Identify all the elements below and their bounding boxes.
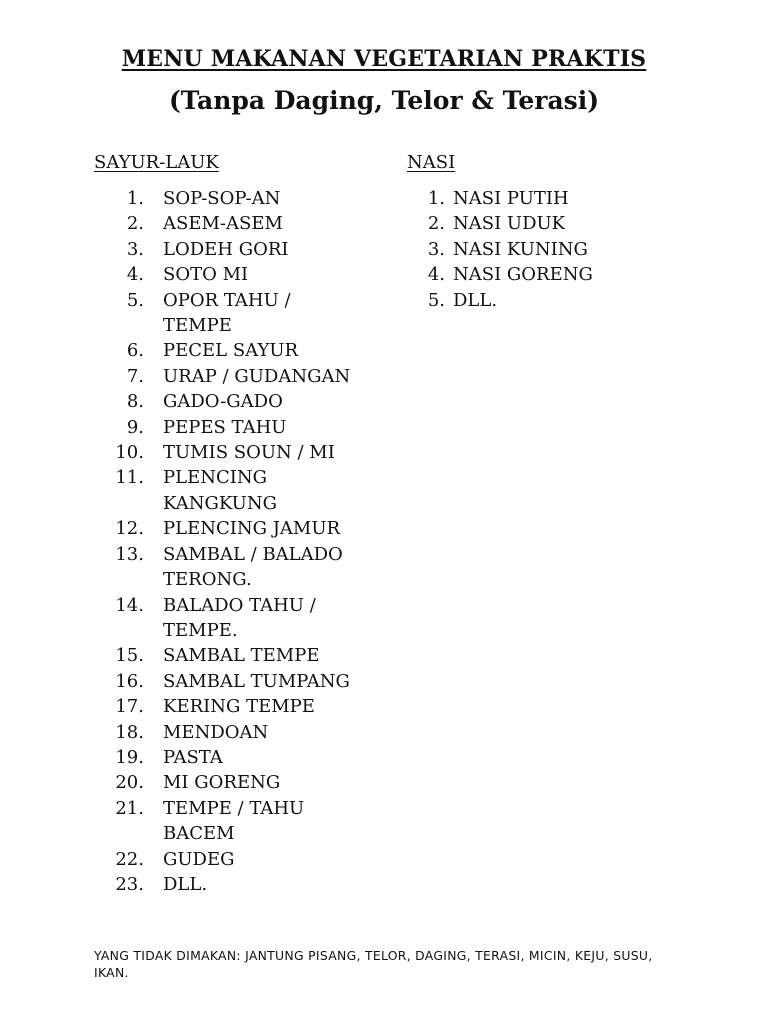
list-item [407,211,707,236]
page-title: MENU MAKANAN VEGETARIAN PRAKTIS [121,46,647,72]
list-item [94,770,384,795]
list-item [94,237,384,262]
item-text: SOTO MI [163,264,249,286]
item-number: 12. [115,518,144,540]
item-number: 15. [115,645,144,667]
item-text: PLENCING KANGKUNG [163,467,277,514]
item-number: 14. [115,594,144,616]
item-text: OPOR TAHU / TEMPE [163,289,291,337]
item-number: 4. [427,264,445,286]
item-number: 17. [115,696,144,718]
item-text: MENDOAN [163,721,269,743]
item-text: TUMIS SOUN / MI [163,442,335,464]
nasi-heading: NASI [407,152,456,173]
item-text: DLL. [163,873,208,895]
item-text: PECEL SAYUR [163,340,299,362]
list-item [94,796,384,847]
item-number: 10. [115,442,144,464]
item-number: 19. [115,746,144,768]
item-text: SAMBAL TUMPANG [163,670,350,692]
item-number: 6. [126,340,144,362]
list-item [94,389,384,414]
list-item [94,338,384,363]
item-number: 5. [427,289,445,311]
item-number: 4. [126,264,144,286]
item-text: GUDEG [163,848,235,870]
item-text: NASI KUNING [453,238,588,260]
item-number: 2. [126,213,144,235]
item-text: NASI PUTIH [453,188,569,209]
list-item [94,465,384,516]
item-text: KERING TEMPE [163,696,315,718]
item-text: SAMBAL / BALADO TERONG. [163,543,343,591]
list-item [94,872,384,897]
list-item [407,186,707,211]
item-text: GADO-GADO [163,391,283,413]
sayur-lauk-list [94,186,384,897]
list-item [94,542,384,593]
item-text: SAMBAL TEMPE [163,645,320,667]
item-number: 20. [115,772,144,794]
item-number: 1. [427,188,445,209]
list-item [94,694,384,719]
list-item [407,288,707,313]
list-item [94,643,384,668]
list-item [94,720,384,745]
item-number: 8. [126,391,144,413]
list-item [94,593,384,644]
item-number: 7. [126,365,144,387]
item-text: TEMPE / TAHU BACEM [163,797,305,845]
item-text: BALADO TAHU / TEMPE. [163,594,316,641]
list-item [94,847,384,872]
item-text: ASEM-ASEM [163,213,283,235]
item-text: PLENCING JAMUR [163,518,341,540]
list-item [407,262,707,287]
list-item [94,211,384,236]
item-number: 1. [126,188,144,209]
list-item [94,440,384,465]
item-number: 18. [115,721,144,743]
list-item [94,415,384,440]
item-text: DLL. [453,289,498,311]
list-item [94,516,384,541]
item-number: 22. [115,848,144,870]
item-number: 21. [115,797,144,819]
item-number: 11. [115,467,144,489]
item-number: 16. [115,670,144,692]
item-text: PEPES TAHU [163,416,287,438]
list-item [94,262,384,287]
item-text: NASI GORENG [453,264,593,286]
sayur-lauk-heading: SAYUR-LAUK [94,152,219,173]
item-number: 9. [126,416,144,438]
item-text: SOP-SOP-AN [163,188,281,209]
item-text: URAP / GUDANGAN [163,365,351,387]
list-item [94,669,384,694]
item-text: PASTA [163,746,223,768]
page-subtitle: (Tanpa Daging, Telor & Terasi) [168,86,600,115]
item-number: 5. [126,289,144,311]
list-item [407,237,707,262]
item-text: NASI UDUK [453,213,566,235]
footer-note: YANG TIDAK DIMAKAN: JANTUNG PISANG, TELOR, DAGING, TERASI, MICIN, KEJU, SUSU, IKAN. [94,948,653,980]
item-number: 13. [115,543,144,565]
list-item [94,288,384,339]
list-item [94,745,384,770]
item-text: LODEH GORI [163,238,289,260]
item-number: 3. [126,238,144,260]
list-item [94,186,384,211]
item-number: 2. [427,213,445,235]
nasi-list [407,186,707,313]
item-number: 23. [115,873,144,895]
item-text: MI GORENG [163,772,281,794]
item-number: 3. [427,238,445,260]
list-item [94,364,384,389]
